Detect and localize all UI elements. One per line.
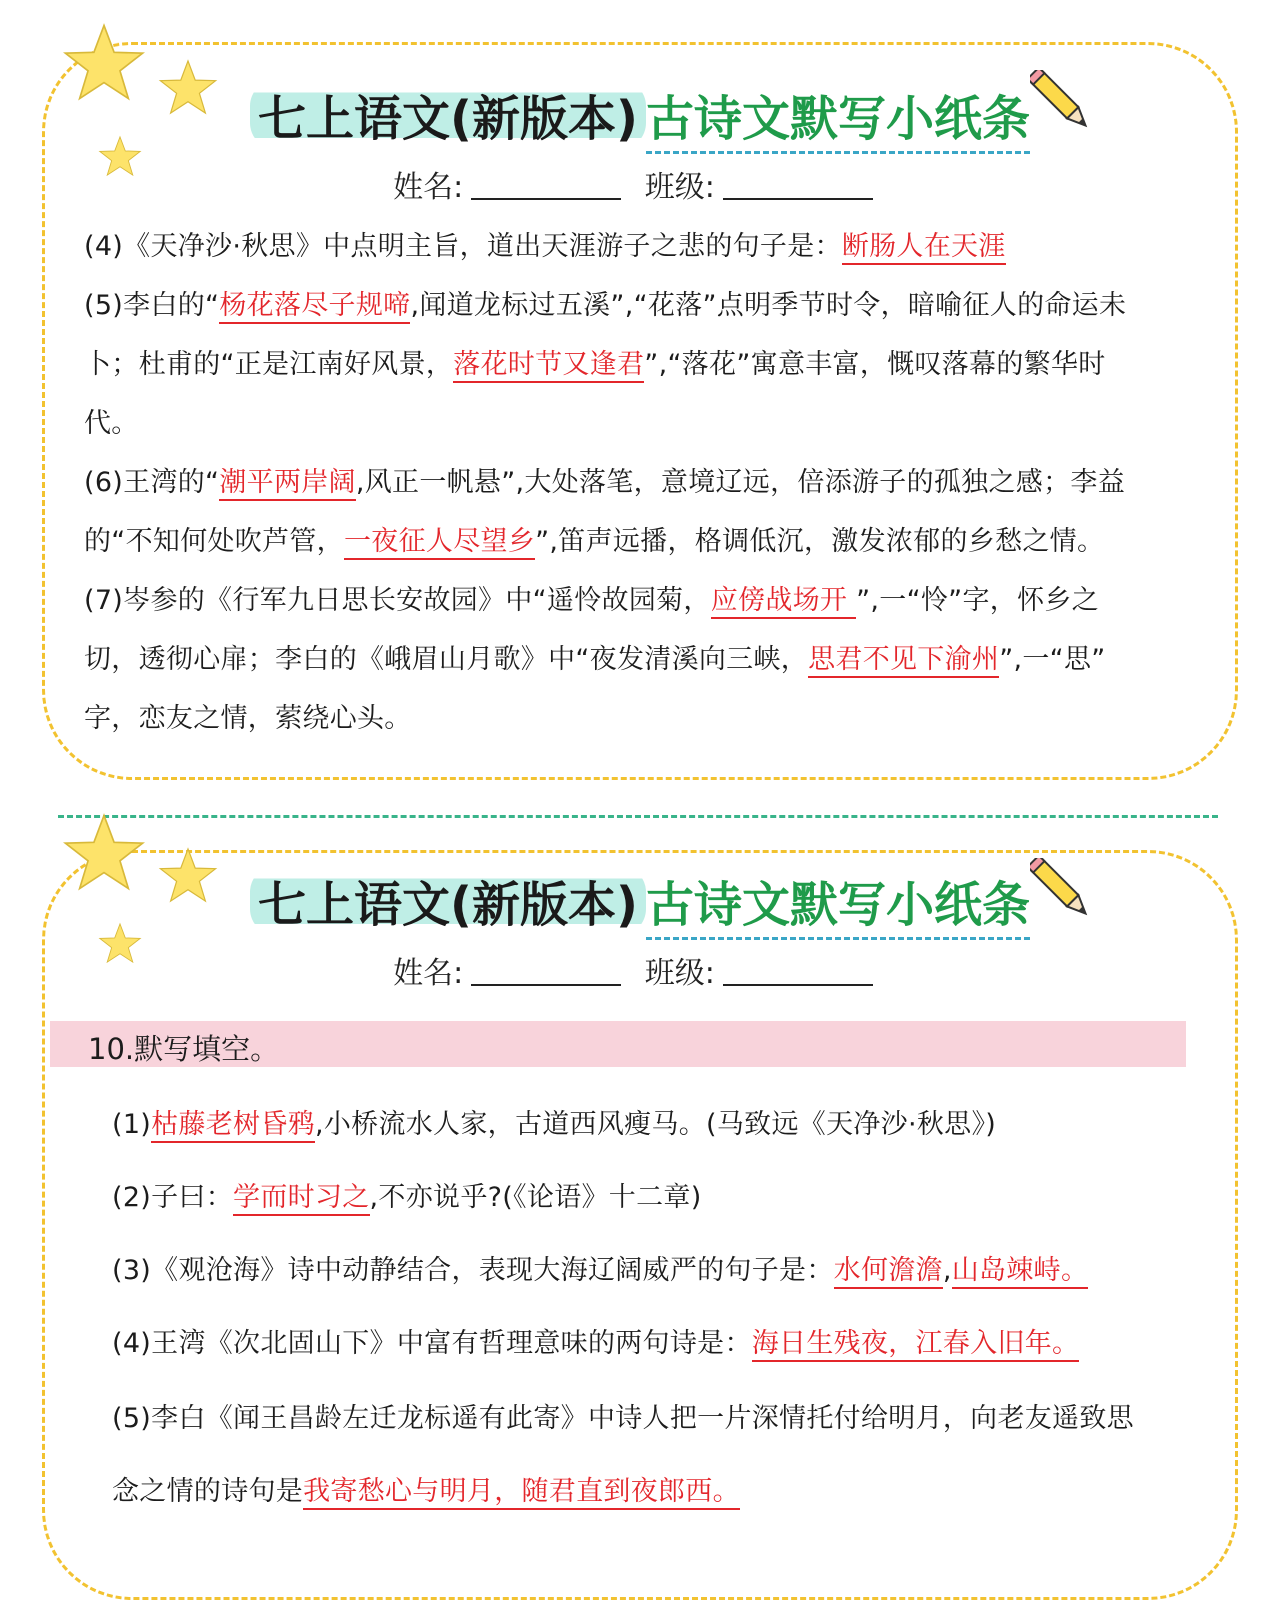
line-text: ”,“落花”寓意丰富，慨叹落幕的繁华时 <box>644 349 1106 380</box>
title-main: 七上语文(新版本) <box>250 80 646 149</box>
answer-text: 潮平两岸阔 <box>219 467 356 501</box>
line-text: 切，透彻心扉；李白的《峨眉山月歌》中“夜发清溪向三峡， <box>84 644 809 675</box>
line-text: (5)李白《闻王昌龄左迁龙标遥有此寄》中诗人把一片深情托付给明月，向老友遥致思 <box>112 1403 1134 1434</box>
name-label: 姓名: <box>393 170 464 205</box>
answer-text: 应傍战场开 <box>711 585 856 619</box>
section-divider <box>58 815 1218 818</box>
line-text: 代。 <box>84 408 139 439</box>
answer-text: 杨花落尽子规啼 <box>219 290 410 324</box>
line-text: ,不亦说乎?(《论语》十二章) <box>369 1182 702 1213</box>
line-text: 字，恋友之情，萦绕心头。 <box>84 703 412 734</box>
answer-text: 学而时习之 <box>233 1182 370 1216</box>
answer-text: 海日生残夜，江春入旧年。 <box>752 1328 1080 1362</box>
answer-text: 我寄愁心与明月，随君直到夜郎西。 <box>303 1476 740 1510</box>
name-field[interactable] <box>471 983 621 986</box>
line-text: (7)岑参的《行军九日思长安故园》中“遥怜故园菊， <box>84 585 711 616</box>
line-text: (6)王湾的“ <box>84 467 220 498</box>
answer-text: 断肠人在天涯 <box>842 231 1006 265</box>
title-sub: 古诗文默写小纸条 <box>646 80 1030 154</box>
line-text: ”,一“思” <box>999 644 1106 675</box>
title-main: 七上语文(新版本) <box>250 866 646 935</box>
text-line <box>112 1321 1079 1360</box>
text-line <box>84 519 1104 558</box>
text-line <box>84 696 412 735</box>
text-line <box>84 342 1106 381</box>
line-text: (2)子曰： <box>112 1182 234 1213</box>
answer-text: 思君不见下渝州 <box>808 644 999 678</box>
line-text: (4)《天净沙·秋思》中点明主旨，道出天涯游子之悲的句子是： <box>84 231 842 262</box>
line-text: 的“不知何处吹芦管， <box>84 526 344 557</box>
line-text: (3)《观沧海》诗中动静结合，表现大海辽阔威严的句子是： <box>112 1255 834 1286</box>
text-line <box>84 401 139 440</box>
name-label: 姓名: <box>393 956 464 991</box>
text-line <box>112 1469 740 1508</box>
title-sub: 古诗文默写小纸条 <box>646 866 1030 940</box>
line-text: , <box>942 1255 952 1286</box>
class-field[interactable] <box>723 983 873 986</box>
text-line <box>84 460 1125 499</box>
text-line <box>84 224 1006 263</box>
line-text: (5)李白的“ <box>84 290 220 321</box>
line-text: 念之情的诗句是 <box>112 1476 304 1507</box>
section-heading: 10.默写填空。 <box>88 1032 280 1066</box>
answer-text: 一夜征人尽望乡 <box>344 526 535 560</box>
answer-text: 枯藤老树昏鸦 <box>151 1109 315 1143</box>
name-class-row <box>0 948 1280 992</box>
line-text: (4)王湾《次北固山下》中富有哲理意味的两句诗是： <box>112 1328 752 1359</box>
answer-text: 山岛竦峙。 <box>952 1255 1089 1289</box>
text-line <box>112 1175 702 1214</box>
name-field[interactable] <box>471 197 621 200</box>
text-line <box>112 1102 996 1141</box>
class-label: 班级: <box>644 956 715 991</box>
line-text: ,小桥流水人家，古道西风瘦马。(马致远《天净沙·秋思》) <box>314 1109 997 1140</box>
line-text: (1) <box>112 1109 152 1140</box>
line-text: ”,笛声远播，格调低沉，激发浓郁的乡愁之情。 <box>535 526 1105 557</box>
text-line <box>84 637 1106 676</box>
line-text: ”,一“怜”字，怀乡之 <box>856 585 1099 616</box>
page-title <box>0 80 1280 154</box>
text-line <box>112 1248 1088 1287</box>
class-field[interactable] <box>723 197 873 200</box>
text-line <box>84 578 1099 617</box>
line-text: 卜；杜甫的“正是江南好风景， <box>84 349 454 380</box>
line-text: ,风正一帆悬”,大处落笔，意境辽远，倍添游子的孤独之感；李益 <box>355 467 1125 498</box>
class-label: 班级: <box>644 170 715 205</box>
name-class-row <box>0 162 1280 206</box>
line-text: ,闻道龙标过五溪”,“花落”点明季节时令，暗喻征人的命运未 <box>410 290 1127 321</box>
answer-text: 水何澹澹 <box>834 1255 943 1289</box>
text-line <box>112 1396 1134 1435</box>
answer-text: 落花时节又逢君 <box>453 349 644 383</box>
page-title <box>0 866 1280 940</box>
text-line <box>84 283 1126 322</box>
